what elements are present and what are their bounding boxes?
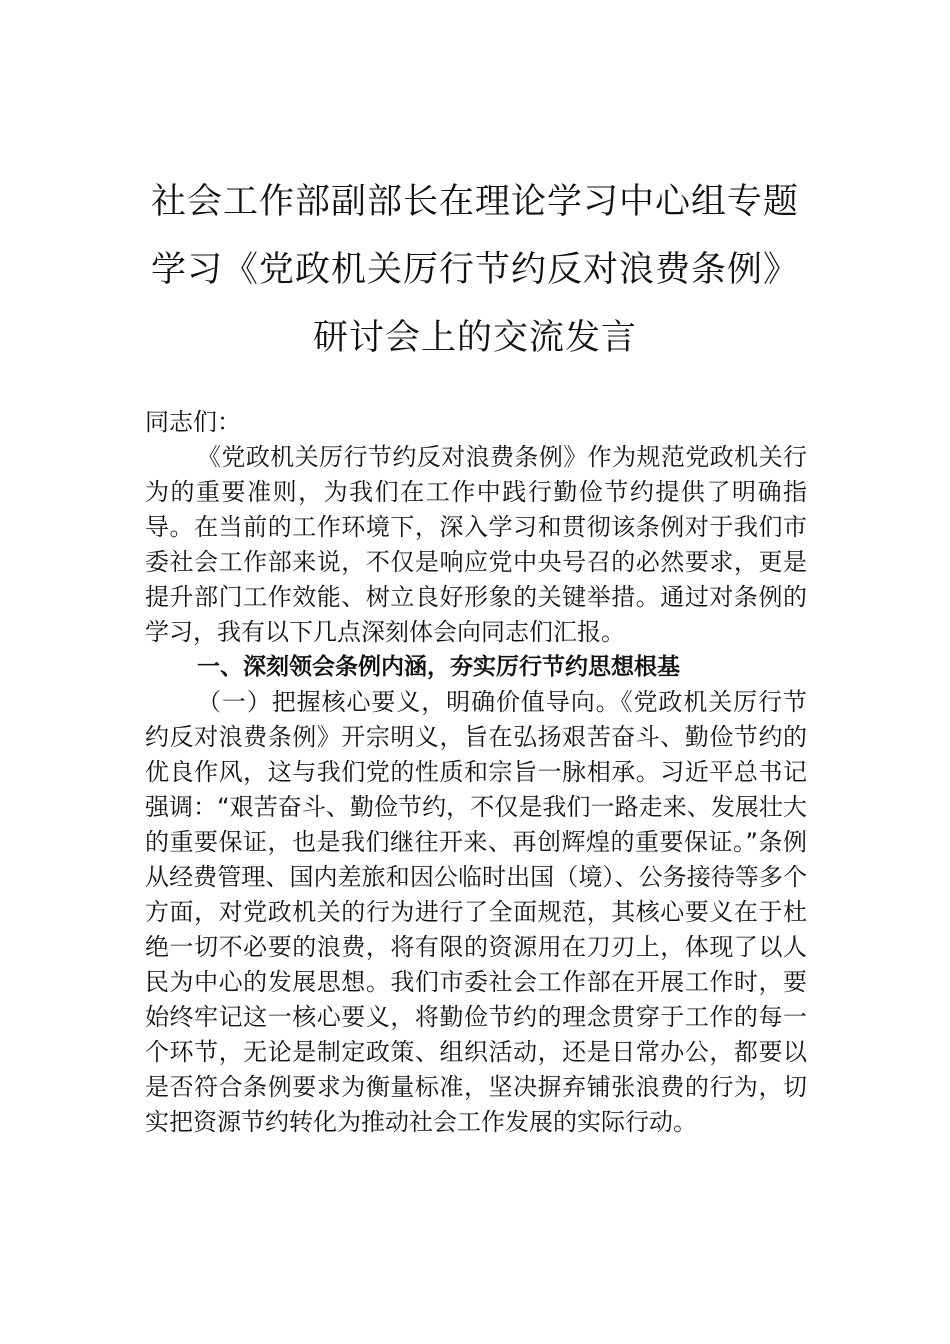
- document-title-line-1: 社会工作部副部长在理论学习中心组专题: [150, 182, 799, 222]
- document-body: [145, 405, 807, 1140]
- paragraph-section-1-1: （一）把握核心要义，明确价值导向。《党政机关厉行节约反对浪费条例》开宗明义，旨在弘扬艰苦奋斗、勤俭节约的优良作风，这与我们党的性质和宗旨一脉相承。习近平总书记强调：“艰苦奋斗、勤俭节约，不仅是我们一路走来、发展壮大的重要保证，也是我们继往开来、再创辉煌的重要保证。”条例从经费管理、国内差旅和因公临时出国（境）、公务接待等多个方面，对党政机关的行为进行了全面规范，其核心要义在于杜绝一切不必要的浪费，将有限的资源用在刀刃上，体现了以人民为中心的发展思想。我们市委社会工作部在开展工作时，要始终牢记这一核心要义，将勤俭节约的理念贯穿于工作的每一个环节，无论是制定政策、组织活动，还是日常办公，都要以是否符合条例要求为衡量标准，坚决摒弃铺张浪费的行为，切实把资源节约转化为推动社会工作发展的实际行动。: [145, 688, 807, 1136]
- document-title-line-2: 学习《党政机关厉行节约反对浪费条例》: [150, 250, 799, 290]
- salutation: 同志们：: [145, 408, 241, 436]
- document-title-line-3: 研讨会上的交流发言: [312, 318, 637, 358]
- paragraph-intro: 《党政机关厉行节约反对浪费条例》作为规范党政机关行为的重要准则，为我们在工作中践行勤俭节约提供了明确指导。在当前的工作环境下，深入学习和贯彻该条例对于我们市委社会工作部来说，不仅是响应党中央号召的必然要求，更是提升部门工作效能、树立良好形象的关键举措。通过对条例的学习，我有以下几点深刻体会向同志们汇报。: [145, 443, 807, 646]
- section-heading-1: 一、深刻领会条例内涵，夯实厉行节约思想根基: [197, 654, 680, 680]
